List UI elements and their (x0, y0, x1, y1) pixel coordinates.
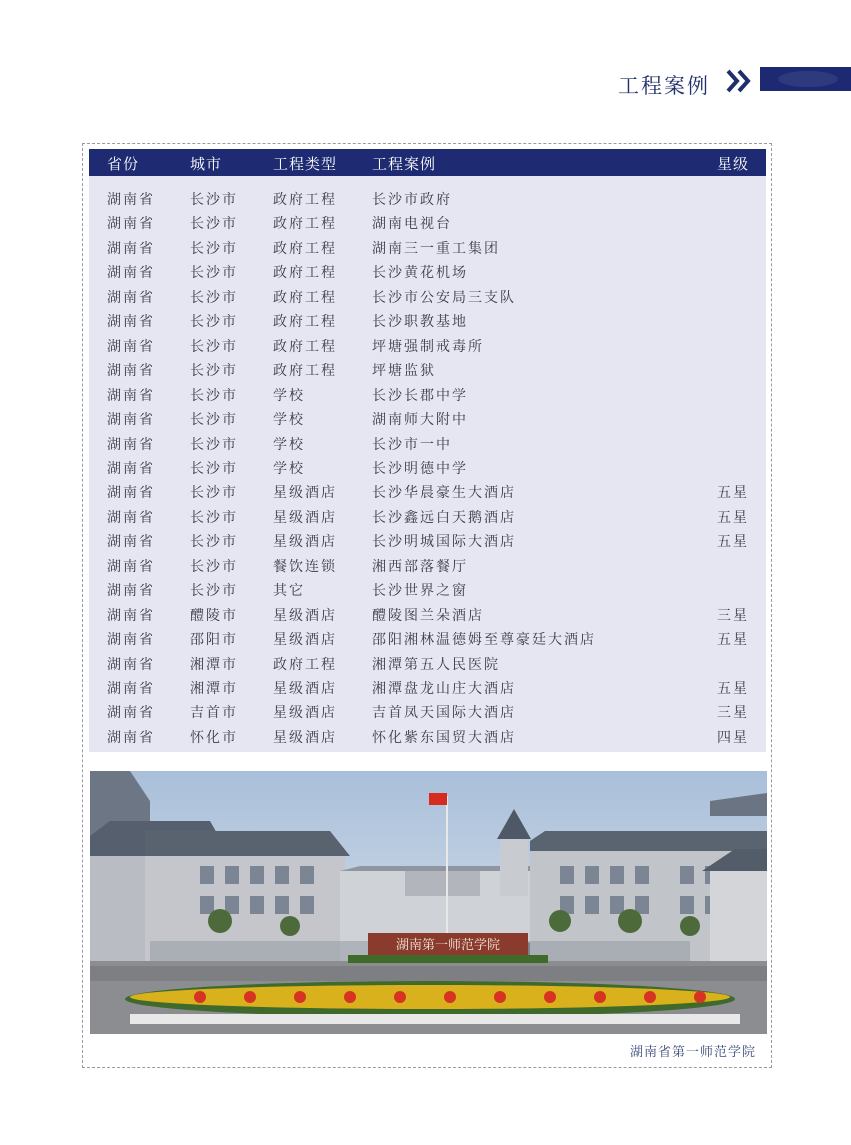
header-project: 工程案例 (372, 155, 437, 173)
cell-city: 长沙市 (190, 509, 238, 526)
cell-project: 长沙市政府 (372, 192, 452, 208)
cell-city: 长沙市 (190, 314, 238, 331)
cell-province: 湖南省 (107, 412, 155, 429)
table-row (89, 724, 766, 748)
cell-city: 长沙市 (190, 485, 238, 502)
campus-photo (90, 771, 767, 1034)
double-chevron-right-icon (726, 66, 752, 96)
header-city: 城市 (190, 155, 223, 173)
cell-project: 长沙世界之窗 (372, 583, 468, 600)
cell-city: 湘潭市 (190, 681, 238, 697)
cell-project: 湘西部落餐厅 (372, 558, 468, 575)
cell-city: 长沙市 (190, 436, 238, 453)
cell-project: 长沙长郡中学 (372, 387, 468, 404)
cell-province: 湖南省 (107, 216, 155, 233)
table-row (89, 406, 766, 430)
cell-project: 长沙职教基地 (372, 314, 468, 331)
cell-city: 长沙市 (190, 338, 238, 355)
cell-type: 政府工程 (273, 240, 337, 257)
cell-province: 湖南省 (107, 289, 155, 306)
cell-city: 长沙市 (190, 412, 238, 429)
cell-type: 其它 (273, 583, 305, 600)
cell-project: 吉首凤天国际大酒店 (372, 705, 516, 722)
table-row (89, 333, 766, 357)
cell-star: 五星 (717, 681, 749, 697)
cell-province: 湖南省 (107, 583, 155, 600)
cell-type: 学校 (273, 412, 305, 429)
cell-type: 政府工程 (273, 338, 337, 355)
table-row (89, 553, 766, 577)
cell-city: 吉首市 (190, 705, 238, 722)
cell-project: 坪塘强制戒毒所 (372, 338, 484, 355)
cell-project: 长沙明城国际大酒店 (372, 534, 516, 551)
cell-project: 醴陵图兰朵酒店 (372, 607, 484, 624)
cell-type: 学校 (273, 387, 305, 404)
cell-province: 湖南省 (107, 656, 155, 673)
cell-project: 湘潭第五人民医院 (372, 656, 500, 673)
cell-type: 政府工程 (273, 363, 337, 380)
cell-project: 湘潭盘龙山庄大酒店 (372, 681, 516, 697)
table-row (89, 235, 766, 259)
cell-star: 四星 (717, 729, 749, 746)
table-row (89, 259, 766, 283)
table-row (89, 699, 766, 723)
cell-type: 星级酒店 (273, 681, 337, 697)
header-province: 省份 (107, 155, 140, 173)
table-row (89, 528, 766, 552)
cell-province: 湖南省 (107, 338, 155, 355)
cell-star: 五星 (717, 509, 749, 526)
cell-project: 长沙明德中学 (372, 460, 468, 477)
table-header (89, 149, 766, 176)
cell-project: 长沙黄花机场 (372, 265, 468, 282)
cell-city: 长沙市 (190, 216, 238, 233)
table-row (89, 357, 766, 381)
cell-city: 长沙市 (190, 534, 238, 551)
header-accent-bar (760, 67, 851, 91)
cell-project: 长沙鑫远白天鹅酒店 (372, 509, 516, 526)
header-type: 工程类型 (273, 155, 338, 173)
cell-project: 怀化紫东国贸大酒店 (372, 729, 516, 746)
cell-type: 星级酒店 (273, 729, 337, 746)
cell-project: 长沙市一中 (372, 436, 452, 453)
cell-type: 学校 (273, 436, 305, 453)
cell-province: 湖南省 (107, 729, 155, 746)
cell-type: 政府工程 (273, 289, 337, 306)
table-row (89, 431, 766, 455)
cell-project: 长沙华晨豪生大酒店 (372, 485, 516, 502)
table-row (89, 382, 766, 406)
cell-type: 星级酒店 (273, 485, 337, 502)
table-row (89, 626, 766, 650)
cell-project: 邵阳湘林温德姆至尊豪廷大酒店 (372, 632, 596, 649)
cell-type: 星级酒店 (273, 705, 337, 722)
cell-city: 长沙市 (190, 558, 238, 575)
cell-province: 湖南省 (107, 485, 155, 502)
cell-city: 醴陵市 (190, 607, 238, 624)
cell-city: 长沙市 (190, 192, 238, 208)
cell-type: 星级酒店 (273, 607, 337, 624)
cell-city: 长沙市 (190, 265, 238, 282)
cell-province: 湖南省 (107, 240, 155, 257)
cell-type: 学校 (273, 460, 305, 477)
cell-type: 政府工程 (273, 265, 337, 282)
cell-star: 五星 (717, 534, 749, 551)
table-row (89, 602, 766, 626)
cell-province: 湖南省 (107, 387, 155, 404)
table-row (89, 504, 766, 528)
cell-project: 湖南电视台 (372, 216, 452, 233)
table-row (89, 479, 766, 503)
cell-province: 湖南省 (107, 509, 155, 526)
cell-province: 湖南省 (107, 265, 155, 282)
header-star: 星级 (717, 155, 750, 173)
cell-type: 政府工程 (273, 314, 337, 331)
cell-province: 湖南省 (107, 607, 155, 624)
cell-province: 湖南省 (107, 558, 155, 575)
cell-city: 长沙市 (190, 240, 238, 257)
table-row (89, 651, 766, 675)
cell-star: 三星 (717, 705, 749, 722)
cell-province: 湖南省 (107, 460, 155, 477)
cell-city: 湘潭市 (190, 656, 238, 673)
photo-caption: 湖南省第一师范学院 (630, 1045, 757, 1060)
cell-type: 政府工程 (273, 192, 337, 208)
table-row (89, 210, 766, 234)
cell-province: 湖南省 (107, 436, 155, 453)
sign-text: 湖南第一师范学院 (395, 938, 501, 953)
cell-type: 政府工程 (273, 656, 337, 673)
cell-province: 湖南省 (107, 534, 155, 551)
cell-province: 湖南省 (107, 705, 155, 722)
cell-city: 邵阳市 (190, 632, 238, 649)
cell-province: 湖南省 (107, 192, 155, 208)
cell-province: 湖南省 (107, 314, 155, 331)
cell-city: 怀化市 (190, 729, 238, 746)
cell-project: 长沙市公安局三支队 (372, 289, 516, 306)
cell-city: 长沙市 (190, 387, 238, 404)
cell-province: 湖南省 (107, 632, 155, 649)
cell-project: 湖南三一重工集团 (372, 240, 500, 257)
table-row (89, 308, 766, 332)
cell-province: 湖南省 (107, 363, 155, 380)
cell-type: 政府工程 (273, 216, 337, 233)
cell-city: 长沙市 (190, 583, 238, 600)
cell-city: 长沙市 (190, 460, 238, 477)
cell-project: 湖南师大附中 (372, 412, 468, 429)
table-row (89, 455, 766, 479)
cell-star: 三星 (717, 607, 749, 624)
table-row (89, 186, 766, 210)
table-row (89, 577, 766, 601)
cell-type: 星级酒店 (273, 632, 337, 649)
cell-type: 星级酒店 (273, 534, 337, 551)
page-title: 工程案例 (618, 74, 710, 98)
cell-city: 长沙市 (190, 289, 238, 306)
cell-type: 餐饮连锁 (273, 558, 337, 575)
cell-city: 长沙市 (190, 363, 238, 380)
cell-star: 五星 (717, 485, 749, 502)
table-body (89, 176, 766, 752)
table-row (89, 284, 766, 308)
cell-star: 五星 (717, 632, 749, 649)
cell-province: 湖南省 (107, 681, 155, 697)
table-row (89, 675, 766, 699)
cell-project: 坪塘监狱 (372, 363, 436, 380)
cell-type: 星级酒店 (273, 509, 337, 526)
